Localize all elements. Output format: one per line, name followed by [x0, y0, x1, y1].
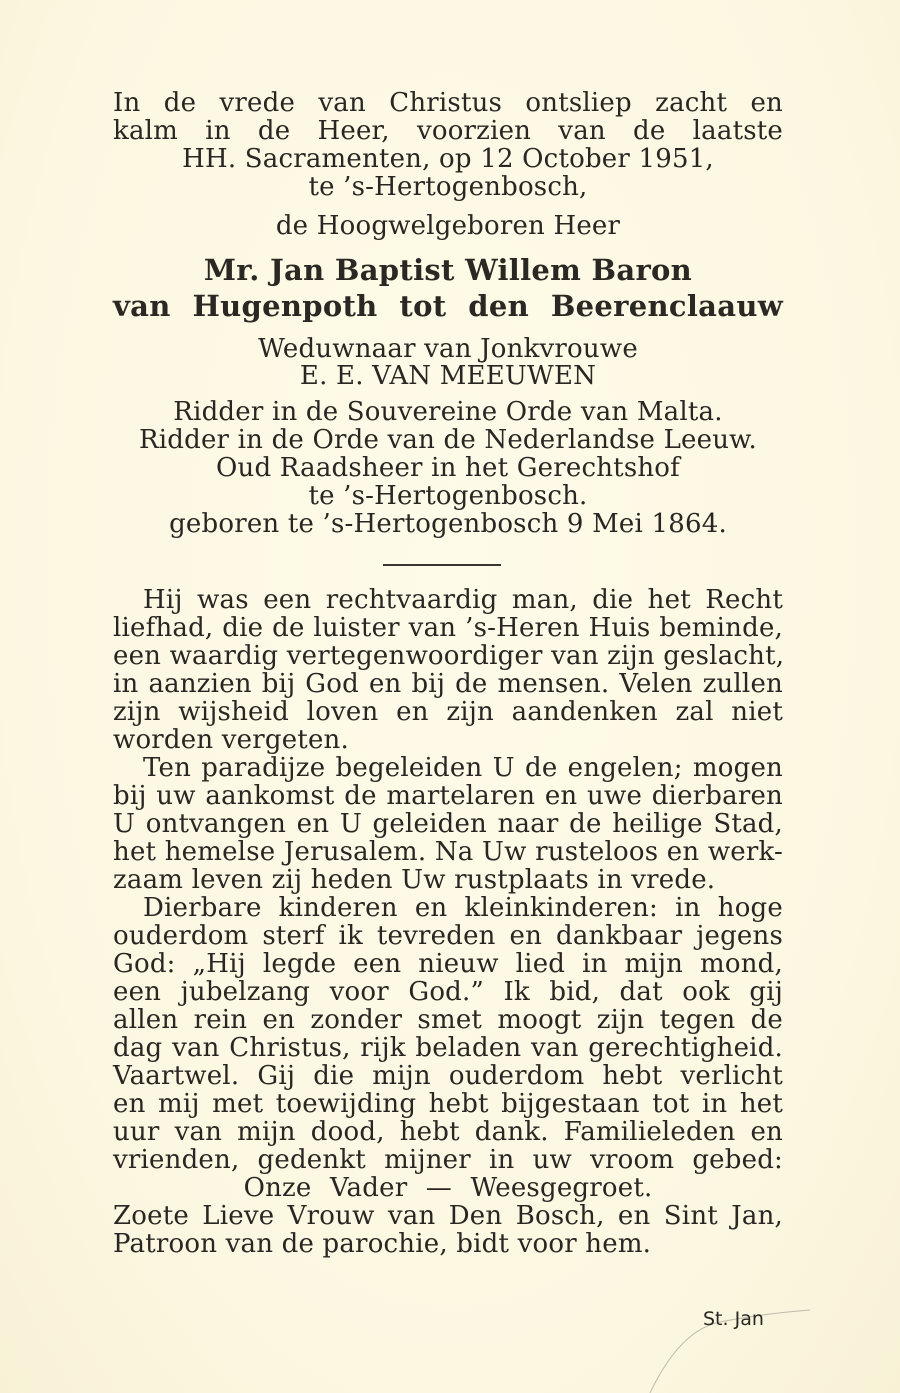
honor-line: Ridder in de Souvereine Orde van Malta.	[173, 397, 723, 427]
paragraph-line: Ten paradijze begeleiden U de engelen; mogen	[143, 753, 783, 783]
spouse-line: Weduwnaar van Jonkvrouwe	[258, 334, 638, 364]
intro-line: de Hoogwelgeboren Heer	[275, 211, 621, 241]
birth-line: geboren te ’s-Hertogenbosch 9 Mei 1864.	[169, 509, 727, 539]
paragraph-line: zijn wijsheid loven en zijn aandenken zal niet	[113, 697, 783, 727]
paragraph-line: uur van mijn dood, hebt dank. Familieleden en	[113, 1117, 783, 1147]
closing-line: Patroon van de parochie, bidt voor hem.	[113, 1229, 652, 1259]
honor-line: te ’s-Hertogenbosch.	[308, 481, 588, 511]
closing-line: Zoete Lieve Vrouw van Den Bosch, en Sint Jan,	[113, 1201, 783, 1231]
spouse-line: E. E. VAN MEEUWEN	[299, 361, 597, 391]
paragraph-line: ouderdom sterf ik tevreden en dankbaar jegens	[113, 921, 783, 951]
honor-line: Oud Raadsheer in het Gerechtshof	[215, 453, 680, 483]
deceased-name: van Hugenpoth tot den Beerenclaauw	[113, 289, 783, 323]
paragraph-line: liefhad, die de luister van ’s-Heren Huis beminde,	[113, 613, 783, 643]
pencil-mark	[640, 1300, 900, 1393]
paragraph-line: een waardig vertegenwoordiger van zijn geslacht,	[113, 641, 785, 671]
paragraph-line: in aanzien bij God en bij de mensen. Velen zullen	[113, 669, 783, 699]
paragraph-line: het hemelse Jerusalem. Na Uw rusteloos en werk-	[113, 837, 783, 867]
prayer-line: Onze Vader — Weesgegroet.	[243, 1173, 653, 1203]
intro-line: te ’s-Hertogenbosch,	[308, 172, 588, 202]
divider	[383, 564, 501, 566]
paragraph-line: God: „Hij legde een nieuw lied in mijn mond,	[113, 949, 783, 979]
deceased-name: Mr. Jan Baptist Willem Baron	[203, 253, 693, 287]
intro-line: In de vrede van Christus ontsliep zacht en	[113, 88, 783, 118]
honor-line: Ridder in de Orde van de Nederlandse Leeuw.	[138, 425, 758, 455]
paragraph-line: vrienden, gedenkt mijner in uw vroom gebed:	[113, 1145, 783, 1175]
printer-mark: St. Jan	[703, 1308, 764, 1330]
paragraph-line: U ontvangen en U geleiden naar de heilige Stad,	[113, 809, 783, 839]
paragraph-line: bij uw aankomst de martelaren en uwe dierbaren	[113, 781, 783, 811]
paragraph-line: allen rein en zonder smet moogt zijn tegen de	[113, 1005, 783, 1035]
paragraph-line: een jubelzang voor God.” Ik bid, dat ook gij	[113, 977, 783, 1007]
paragraph-line: Vaartwel. Gij die mijn ouderdom hebt verlicht	[113, 1061, 783, 1091]
paragraph-line: Hij was een rechtvaardig man, die het Recht	[143, 585, 783, 615]
paragraph-line: en mij met toewijding hebt bijgestaan tot in het	[113, 1089, 783, 1119]
paragraph-line: worden vergeten.	[113, 725, 349, 755]
intro-line: HH. Sacramenten, op 12 October 1951,	[182, 144, 714, 174]
paragraph-line: dag van Christus, rijk beladen van gerechtigheid.	[113, 1033, 783, 1063]
intro-line: kalm in de Heer, voorzien van de laatste	[113, 116, 783, 146]
paragraph-line: Dierbare kinderen en kleinkinderen: in hoge	[143, 893, 783, 923]
paragraph-line: zaam leven zij heden Uw rustplaats in vrede.	[113, 865, 716, 895]
